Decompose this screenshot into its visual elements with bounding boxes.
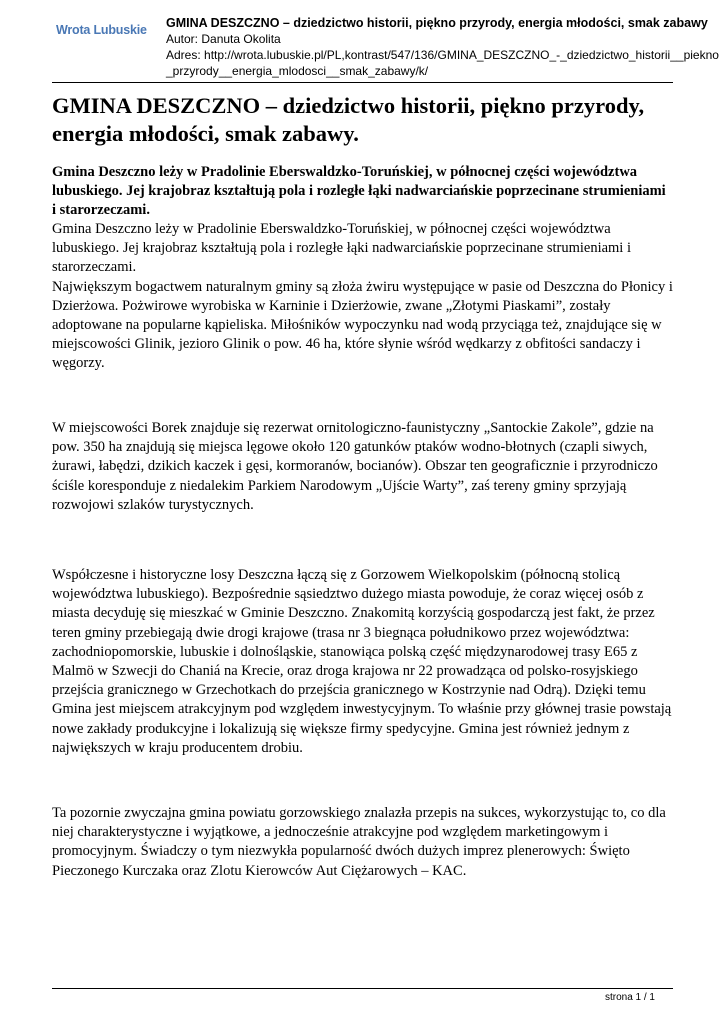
page-number: strona 1 / 1 — [604, 992, 655, 1003]
article-title: GMINA DESZCZNO – dziedzictwo historii, piękno przyrody, energia młodości, smak zabawy. — [52, 93, 645, 146]
page-header — [52, 12, 725, 82]
article-lead: Gmina Deszczno leży w Pradolinie Eberswaldzko-Toruńskiej, w północnej części województwa lubuskiego. Jej krajobraz kształtują pola i rozległe łąki nadwarciańskie poprzecinane strumieniami i starorzeczami. — [52, 164, 666, 218]
header-address[interactable]: Adres: http://wrota.lubuskie.pl/PL,kontrast/547/136/GMINA_DESZCZNO_-_dziedzictwo_historii__piekno_przyrody__energia_mlodosci__smak_zabawy/k/ — [166, 48, 719, 78]
wrota-lubuskie-logo: Wrota Lubuskie — [56, 23, 147, 37]
header-author: Autor: Danuta Okolita — [166, 32, 281, 46]
footer-divider — [52, 988, 673, 989]
header-divider — [52, 82, 673, 83]
header-info — [166, 15, 725, 79]
article-paragraph-2: W miejscowości Borek znajduje się rezerwat ornitologiczno-faunistyczny „Santockie Zakole”, gdzie na pow. 350 ha znajdują się miejsca lęgowe około 120 gatunków ptaków wodno-błotnych (czapli siwych, żurawi, łabędzi, dzikich kaczek i gęsi, kormoranów, bocianów). Obszar ten geograficznie i przyrodniczo ściśle koresponduje z niedalekim Parkiem Narodowym „Ujście Warty”, zaś tereny gminy sprzyjają rozwojowi szlaków turystycznych. — [52, 420, 658, 513]
header-title: GMINA DESZCZNO – dziedzictwo historii, piękno przyrody, energia młodości, smak zabawy — [166, 16, 708, 30]
article-paragraph-4: Ta pozornie zwyczajna gmina powiatu gorzowskiego znalazła przepis na sukces, wykorzystując to, co dla niej charakterystyczne i wyjątkowe, a jednocześnie atrakcyjne pod względem marketingowym i promocyjnym. Świadczy o tym niezwykła popularność dwóch dużych imprez plenerowych: Święto Pieczonego Kurczaka oraz Zlotu Kierowców Aut Ciężarowych – KAC. — [52, 805, 666, 879]
article-paragraph-3: Współczesne i historyczne losy Deszczna łączą się z Gorzowem Wielkopolskim (północną stolicą województwa lubuskiego). Bezpośrednie sąsiedztwo dużego miasta powoduje, że coraz więcej osób z miasta decyduję się mieszkać w Gminie Deszczno. Znakomitą korzyścią gospodarczą jest fakt, że przez teren gminy przebiegają dwie drogi krajowe (trasa nr 3 biegnąca południkowo przez województwa: zachodniopomorskie, lubuskie i dolnośląskie, stanowiąca polską część międzynarodowej trasy E65 z Malmö w Szwecji do Chaniá na Krecie, oraz droga krajowa nr 22 prowadząca od polsko-rosyjskiego przejścia granicznego w Grzechotkach do przejścia granicznego w Kostrzynie nad Odrą). Dzięki temu Gmina jest miejscem atrakcyjnym pod względem inwestycyjnym. To właśnie przy głównej trasie powstają nowe zakłady produkcyjne i lokalizują się większe firmy spedycyjne. Gmina jest również jednym z największych w kraju producentem drobiu. — [52, 567, 672, 756]
article-paragraph-1: Gmina Deszczno leży w Pradolinie Eberswaldzko-Toruńskiej, w północnej części województwa lubuskiego. Jej krajobraz kształtują pola i rozległe łąki nadwarciańskie poprzecinane strumieniami i starorzeczami. Największym bogactwem naturalnym gminy są złoża żwiru występujące w pasie od Deszczna do Płonicy i Dzierżowa. Pożwirowe wyrobiska w Karninie i Dzierżowie, zwane „Złotymi Piaskami”, zostały adoptowane na popularne kąpieliska. Miłośników wypoczynku nad wodą przyciąga też, znajdujące się w miejscowości Glinik, jezioro Glinik o pow. 46 ha, które słynie wśród wędkarzy z obfitości sandaczy i węgorzy. — [52, 221, 673, 372]
